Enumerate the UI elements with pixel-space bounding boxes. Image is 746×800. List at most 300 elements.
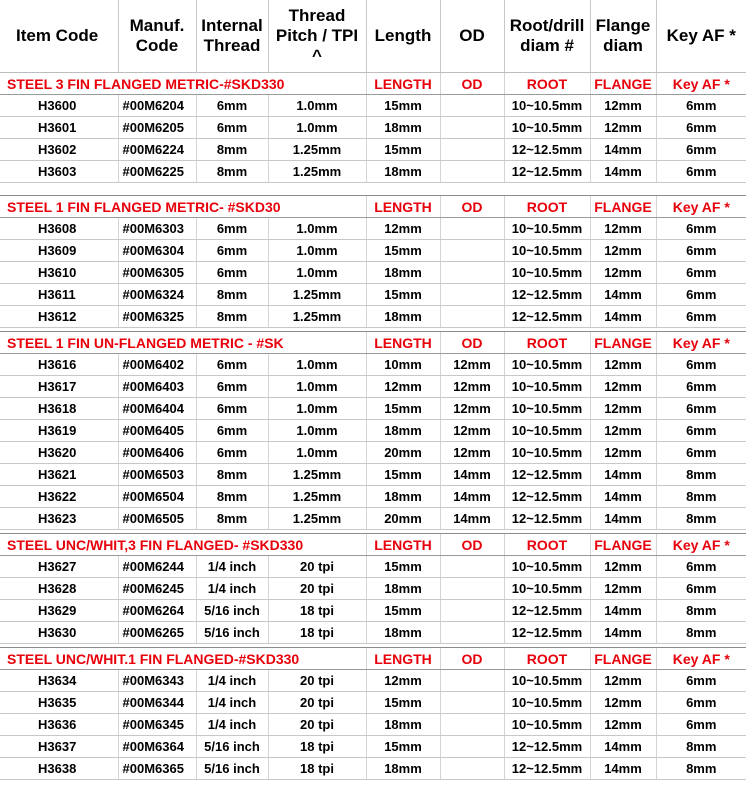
key-af-cell: 8mm	[656, 736, 746, 758]
table-row	[0, 714, 746, 736]
manuf-code-cell: #00M6225	[118, 161, 196, 183]
key-af-cell: 8mm	[656, 508, 746, 530]
item-code-cell: H3600	[0, 95, 118, 117]
table-row	[0, 95, 746, 117]
section-length-label: LENGTH	[366, 332, 440, 354]
od-cell	[440, 95, 504, 117]
section-title: STEEL 1 FIN FLANGED METRIC- #SKD30	[0, 196, 366, 218]
manuf-code-cell: #00M6344	[118, 692, 196, 714]
internal-thread-cell: 5/16 inch	[196, 758, 268, 780]
root-drill-cell: 10~10.5mm	[504, 442, 590, 464]
root-drill-cell: 12~12.5mm	[504, 161, 590, 183]
length-cell: 10mm	[366, 354, 440, 376]
length-cell: 18mm	[366, 117, 440, 139]
od-cell	[440, 117, 504, 139]
length-cell: 18mm	[366, 306, 440, 328]
table-row	[0, 117, 746, 139]
item-code-cell: H3602	[0, 139, 118, 161]
flange-diam-cell: 12mm	[590, 692, 656, 714]
thread-pitch-cell: 1.25mm	[268, 139, 366, 161]
flange-diam-cell: 12mm	[590, 117, 656, 139]
section-length-label: LENGTH	[366, 73, 440, 95]
od-cell: 12mm	[440, 376, 504, 398]
header-item-code: Item Code	[0, 0, 118, 73]
od-cell	[440, 262, 504, 284]
section-flange-label: FLANGE	[590, 73, 656, 95]
section-spacer	[0, 183, 746, 196]
manuf-code-cell: #00M6406	[118, 442, 196, 464]
flange-diam-cell: 12mm	[590, 354, 656, 376]
key-af-cell: 6mm	[656, 262, 746, 284]
section-flange-label: FLANGE	[590, 332, 656, 354]
key-af-cell: 8mm	[656, 622, 746, 644]
table-row	[0, 622, 746, 644]
key-af-cell: 6mm	[656, 692, 746, 714]
internal-thread-cell: 6mm	[196, 240, 268, 262]
length-cell: 15mm	[366, 556, 440, 578]
manuf-code-cell: #00M6244	[118, 556, 196, 578]
internal-thread-cell: 8mm	[196, 464, 268, 486]
root-drill-cell: 12~12.5mm	[504, 600, 590, 622]
manuf-code-cell: #00M6325	[118, 306, 196, 328]
table-header	[0, 0, 746, 73]
item-code-cell: H3628	[0, 578, 118, 600]
item-code-cell: H3621	[0, 464, 118, 486]
key-af-cell: 6mm	[656, 240, 746, 262]
key-af-cell: 8mm	[656, 464, 746, 486]
key-af-cell: 6mm	[656, 398, 746, 420]
od-cell	[440, 556, 504, 578]
length-cell: 12mm	[366, 218, 440, 240]
od-cell	[440, 578, 504, 600]
flange-diam-cell: 14mm	[590, 464, 656, 486]
length-cell: 18mm	[366, 714, 440, 736]
thread-pitch-cell: 1.25mm	[268, 486, 366, 508]
root-drill-cell: 12~12.5mm	[504, 508, 590, 530]
internal-thread-cell: 6mm	[196, 442, 268, 464]
item-code-cell: H3609	[0, 240, 118, 262]
internal-thread-cell: 6mm	[196, 117, 268, 139]
root-drill-cell: 12~12.5mm	[504, 622, 590, 644]
length-cell: 15mm	[366, 284, 440, 306]
key-af-cell: 6mm	[656, 218, 746, 240]
manuf-code-cell: #00M6404	[118, 398, 196, 420]
key-af-cell: 6mm	[656, 376, 746, 398]
thread-pitch-cell: 1.25mm	[268, 464, 366, 486]
thread-pitch-cell: 1.0mm	[268, 376, 366, 398]
flange-diam-cell: 14mm	[590, 508, 656, 530]
section-od-label: OD	[440, 648, 504, 670]
internal-thread-cell: 5/16 inch	[196, 600, 268, 622]
table-row	[0, 218, 746, 240]
length-cell: 12mm	[366, 376, 440, 398]
flange-diam-cell: 14mm	[590, 161, 656, 183]
table-row	[0, 600, 746, 622]
internal-thread-cell: 8mm	[196, 508, 268, 530]
flange-diam-cell: 12mm	[590, 376, 656, 398]
key-af-cell: 8mm	[656, 758, 746, 780]
item-code-cell: H3622	[0, 486, 118, 508]
item-code-cell: H3620	[0, 442, 118, 464]
flange-diam-cell: 12mm	[590, 714, 656, 736]
item-code-cell: H3612	[0, 306, 118, 328]
length-cell: 20mm	[366, 508, 440, 530]
section-title: STEEL 1 FIN UN-FLANGED METRIC - #SK	[0, 332, 366, 354]
root-drill-cell: 10~10.5mm	[504, 218, 590, 240]
od-cell: 12mm	[440, 354, 504, 376]
key-af-cell: 8mm	[656, 600, 746, 622]
key-af-cell: 8mm	[656, 486, 746, 508]
thread-pitch-cell: 20 tpi	[268, 578, 366, 600]
od-cell: 12mm	[440, 442, 504, 464]
thread-pitch-cell: 18 tpi	[268, 736, 366, 758]
od-cell: 12mm	[440, 420, 504, 442]
length-cell: 15mm	[366, 95, 440, 117]
section-key-af-label: Key AF *	[656, 73, 746, 95]
internal-thread-cell: 8mm	[196, 486, 268, 508]
length-cell: 15mm	[366, 692, 440, 714]
flange-diam-cell: 14mm	[590, 736, 656, 758]
length-cell: 18mm	[366, 262, 440, 284]
root-drill-cell: 12~12.5mm	[504, 464, 590, 486]
table-row	[0, 508, 746, 530]
header-row	[0, 0, 746, 73]
section-od-label: OD	[440, 332, 504, 354]
section-flange-label: FLANGE	[590, 196, 656, 218]
internal-thread-cell: 8mm	[196, 306, 268, 328]
internal-thread-cell: 6mm	[196, 218, 268, 240]
key-af-cell: 6mm	[656, 95, 746, 117]
item-code-cell: H3637	[0, 736, 118, 758]
section-root-label: ROOT	[504, 648, 590, 670]
od-cell: 14mm	[440, 486, 504, 508]
header-length: Length	[366, 0, 440, 73]
length-cell: 15mm	[366, 240, 440, 262]
thread-pitch-cell: 1.0mm	[268, 218, 366, 240]
flange-diam-cell: 12mm	[590, 670, 656, 692]
table-row	[0, 240, 746, 262]
thread-pitch-cell: 18 tpi	[268, 758, 366, 780]
root-drill-cell: 12~12.5mm	[504, 758, 590, 780]
thread-pitch-cell: 20 tpi	[268, 670, 366, 692]
root-drill-cell: 10~10.5mm	[504, 354, 590, 376]
section-flange-label: FLANGE	[590, 648, 656, 670]
manuf-code-cell: #00M6503	[118, 464, 196, 486]
od-cell	[440, 240, 504, 262]
manuf-code-cell: #00M6245	[118, 578, 196, 600]
length-cell: 15mm	[366, 398, 440, 420]
section-length-label: LENGTH	[366, 534, 440, 556]
manuf-code-cell: #00M6224	[118, 139, 196, 161]
manuf-code-cell: #00M6403	[118, 376, 196, 398]
root-drill-cell: 10~10.5mm	[504, 420, 590, 442]
section-length-label: LENGTH	[366, 648, 440, 670]
internal-thread-cell: 6mm	[196, 420, 268, 442]
length-cell: 15mm	[366, 139, 440, 161]
table-row	[0, 670, 746, 692]
internal-thread-cell: 6mm	[196, 262, 268, 284]
root-drill-cell: 10~10.5mm	[504, 670, 590, 692]
length-cell: 15mm	[366, 736, 440, 758]
table-row	[0, 376, 746, 398]
length-cell: 20mm	[366, 442, 440, 464]
item-code-cell: H3636	[0, 714, 118, 736]
section-root-label: ROOT	[504, 196, 590, 218]
root-drill-cell: 10~10.5mm	[504, 95, 590, 117]
length-cell: 18mm	[366, 758, 440, 780]
header-root-drill: Root/drill diam #	[504, 0, 590, 73]
root-drill-cell: 12~12.5mm	[504, 306, 590, 328]
internal-thread-cell: 1/4 inch	[196, 670, 268, 692]
table-row	[0, 464, 746, 486]
header-od: OD	[440, 0, 504, 73]
manuf-code-cell: #00M6303	[118, 218, 196, 240]
key-af-cell: 6mm	[656, 442, 746, 464]
section-root-label: ROOT	[504, 332, 590, 354]
thread-pitch-cell: 1.0mm	[268, 398, 366, 420]
table-body	[0, 73, 746, 780]
section-header-row	[0, 196, 746, 218]
thread-pitch-cell: 1.0mm	[268, 442, 366, 464]
manuf-code-cell: #00M6264	[118, 600, 196, 622]
manuf-code-cell: #00M6402	[118, 354, 196, 376]
internal-thread-cell: 1/4 inch	[196, 692, 268, 714]
thread-pitch-cell: 1.0mm	[268, 240, 366, 262]
key-af-cell: 6mm	[656, 714, 746, 736]
item-code-cell: H3617	[0, 376, 118, 398]
manuf-code-cell: #00M6205	[118, 117, 196, 139]
root-drill-cell: 10~10.5mm	[504, 117, 590, 139]
header-thread-pitch: Thread Pitch / TPI ^	[268, 0, 366, 73]
header-manuf-code: Manuf. Code	[118, 0, 196, 73]
thread-pitch-cell: 1.0mm	[268, 420, 366, 442]
item-code-cell: H3634	[0, 670, 118, 692]
spacer-cell	[0, 183, 746, 196]
od-cell	[440, 758, 504, 780]
item-code-cell: H3610	[0, 262, 118, 284]
key-af-cell: 6mm	[656, 139, 746, 161]
flange-diam-cell: 12mm	[590, 578, 656, 600]
od-cell	[440, 692, 504, 714]
section-key-af-label: Key AF *	[656, 332, 746, 354]
od-cell	[440, 736, 504, 758]
section-root-label: ROOT	[504, 73, 590, 95]
manuf-code-cell: #00M6304	[118, 240, 196, 262]
table-row	[0, 262, 746, 284]
thread-pitch-cell: 1.25mm	[268, 508, 366, 530]
item-code-cell: H3629	[0, 600, 118, 622]
od-cell: 14mm	[440, 464, 504, 486]
header-flange-diam: Flange diam	[590, 0, 656, 73]
internal-thread-cell: 8mm	[196, 284, 268, 306]
od-cell	[440, 218, 504, 240]
od-cell	[440, 161, 504, 183]
table-row	[0, 758, 746, 780]
section-od-label: OD	[440, 196, 504, 218]
manuf-code-cell: #00M6324	[118, 284, 196, 306]
section-od-label: OD	[440, 534, 504, 556]
root-drill-cell: 10~10.5mm	[504, 398, 590, 420]
internal-thread-cell: 1/4 inch	[196, 578, 268, 600]
od-cell	[440, 600, 504, 622]
section-od-label: OD	[440, 73, 504, 95]
flange-diam-cell: 12mm	[590, 398, 656, 420]
thread-pitch-cell: 1.0mm	[268, 95, 366, 117]
root-drill-cell: 10~10.5mm	[504, 556, 590, 578]
item-code-cell: H3603	[0, 161, 118, 183]
section-title: STEEL 3 FIN FLANGED METRIC-#SKD330	[0, 73, 366, 95]
section-length-label: LENGTH	[366, 196, 440, 218]
thread-pitch-cell: 1.25mm	[268, 161, 366, 183]
internal-thread-cell: 5/16 inch	[196, 622, 268, 644]
od-cell	[440, 139, 504, 161]
table-row	[0, 736, 746, 758]
root-drill-cell: 10~10.5mm	[504, 240, 590, 262]
item-code-cell: H3630	[0, 622, 118, 644]
manuf-code-cell: #00M6265	[118, 622, 196, 644]
root-drill-cell: 12~12.5mm	[504, 486, 590, 508]
thread-pitch-cell: 20 tpi	[268, 714, 366, 736]
internal-thread-cell: 6mm	[196, 95, 268, 117]
root-drill-cell: 12~12.5mm	[504, 284, 590, 306]
thread-pitch-cell: 20 tpi	[268, 692, 366, 714]
key-af-cell: 6mm	[656, 420, 746, 442]
item-code-cell: H3635	[0, 692, 118, 714]
thread-pitch-cell: 1.0mm	[268, 117, 366, 139]
key-af-cell: 6mm	[656, 670, 746, 692]
internal-thread-cell: 6mm	[196, 398, 268, 420]
length-cell: 15mm	[366, 464, 440, 486]
flange-diam-cell: 12mm	[590, 262, 656, 284]
section-flange-label: FLANGE	[590, 534, 656, 556]
section-header-row	[0, 73, 746, 95]
root-drill-cell: 10~10.5mm	[504, 692, 590, 714]
flange-diam-cell: 14mm	[590, 139, 656, 161]
internal-thread-cell: 5/16 inch	[196, 736, 268, 758]
table-row	[0, 692, 746, 714]
flange-diam-cell: 14mm	[590, 486, 656, 508]
od-cell: 12mm	[440, 398, 504, 420]
thread-pitch-cell: 18 tpi	[268, 622, 366, 644]
manuf-code-cell: #00M6305	[118, 262, 196, 284]
internal-thread-cell: 8mm	[196, 139, 268, 161]
thread-pitch-cell: 1.25mm	[268, 284, 366, 306]
flange-diam-cell: 12mm	[590, 240, 656, 262]
manuf-code-cell: #00M6345	[118, 714, 196, 736]
manuf-code-cell: #00M6204	[118, 95, 196, 117]
root-drill-cell: 12~12.5mm	[504, 736, 590, 758]
key-af-cell: 6mm	[656, 117, 746, 139]
root-drill-cell: 10~10.5mm	[504, 714, 590, 736]
item-code-cell: H3627	[0, 556, 118, 578]
flange-diam-cell: 14mm	[590, 600, 656, 622]
table-row	[0, 578, 746, 600]
flange-diam-cell: 14mm	[590, 284, 656, 306]
length-cell: 18mm	[366, 161, 440, 183]
thread-pitch-cell: 1.25mm	[268, 306, 366, 328]
length-cell: 12mm	[366, 670, 440, 692]
section-key-af-label: Key AF *	[656, 196, 746, 218]
thread-pitch-cell: 1.0mm	[268, 354, 366, 376]
flange-diam-cell: 14mm	[590, 622, 656, 644]
section-title: STEEL UNC/WHIT.1 FIN FLANGED-#SKD330	[0, 648, 366, 670]
item-code-cell: H3618	[0, 398, 118, 420]
internal-thread-cell: 1/4 inch	[196, 714, 268, 736]
thread-pitch-cell: 20 tpi	[268, 556, 366, 578]
section-header-row	[0, 332, 746, 354]
flange-diam-cell: 12mm	[590, 420, 656, 442]
root-drill-cell: 10~10.5mm	[504, 262, 590, 284]
od-cell	[440, 670, 504, 692]
item-code-cell: H3601	[0, 117, 118, 139]
manuf-code-cell: #00M6365	[118, 758, 196, 780]
item-code-cell: H3616	[0, 354, 118, 376]
thread-pitch-cell: 1.0mm	[268, 262, 366, 284]
section-header-row	[0, 648, 746, 670]
root-drill-cell: 10~10.5mm	[504, 578, 590, 600]
table-row	[0, 284, 746, 306]
key-af-cell: 6mm	[656, 354, 746, 376]
table-row	[0, 139, 746, 161]
manuf-code-cell: #00M6343	[118, 670, 196, 692]
od-cell	[440, 284, 504, 306]
section-root-label: ROOT	[504, 534, 590, 556]
header-internal-thread: Internal Thread	[196, 0, 268, 73]
key-af-cell: 6mm	[656, 556, 746, 578]
flange-diam-cell: 14mm	[590, 758, 656, 780]
thread-pitch-cell: 18 tpi	[268, 600, 366, 622]
manuf-code-cell: #00M6505	[118, 508, 196, 530]
od-cell	[440, 622, 504, 644]
key-af-cell: 6mm	[656, 578, 746, 600]
item-code-cell: H3611	[0, 284, 118, 306]
internal-thread-cell: 6mm	[196, 354, 268, 376]
key-af-cell: 6mm	[656, 306, 746, 328]
internal-thread-cell: 6mm	[196, 376, 268, 398]
table-row	[0, 354, 746, 376]
flange-diam-cell: 12mm	[590, 218, 656, 240]
length-cell: 18mm	[366, 622, 440, 644]
table-row	[0, 161, 746, 183]
item-code-cell: H3623	[0, 508, 118, 530]
table-row	[0, 420, 746, 442]
manuf-code-cell: #00M6405	[118, 420, 196, 442]
section-key-af-label: Key AF *	[656, 534, 746, 556]
od-cell	[440, 714, 504, 736]
od-cell	[440, 306, 504, 328]
table-row	[0, 442, 746, 464]
item-code-cell: H3608	[0, 218, 118, 240]
length-cell: 15mm	[366, 600, 440, 622]
table-row	[0, 306, 746, 328]
manuf-code-cell: #00M6364	[118, 736, 196, 758]
length-cell: 18mm	[366, 578, 440, 600]
internal-thread-cell: 8mm	[196, 161, 268, 183]
flange-diam-cell: 14mm	[590, 306, 656, 328]
item-code-cell: H3619	[0, 420, 118, 442]
manuf-code-cell: #00M6504	[118, 486, 196, 508]
internal-thread-cell: 1/4 inch	[196, 556, 268, 578]
item-code-cell: H3638	[0, 758, 118, 780]
flange-diam-cell: 12mm	[590, 556, 656, 578]
length-cell: 18mm	[366, 486, 440, 508]
section-title: STEEL UNC/WHIT,3 FIN FLANGED- #SKD330	[0, 534, 366, 556]
root-drill-cell: 12~12.5mm	[504, 139, 590, 161]
section-header-row	[0, 534, 746, 556]
table-row	[0, 486, 746, 508]
header-key-af: Key AF *	[656, 0, 746, 73]
key-af-cell: 6mm	[656, 161, 746, 183]
